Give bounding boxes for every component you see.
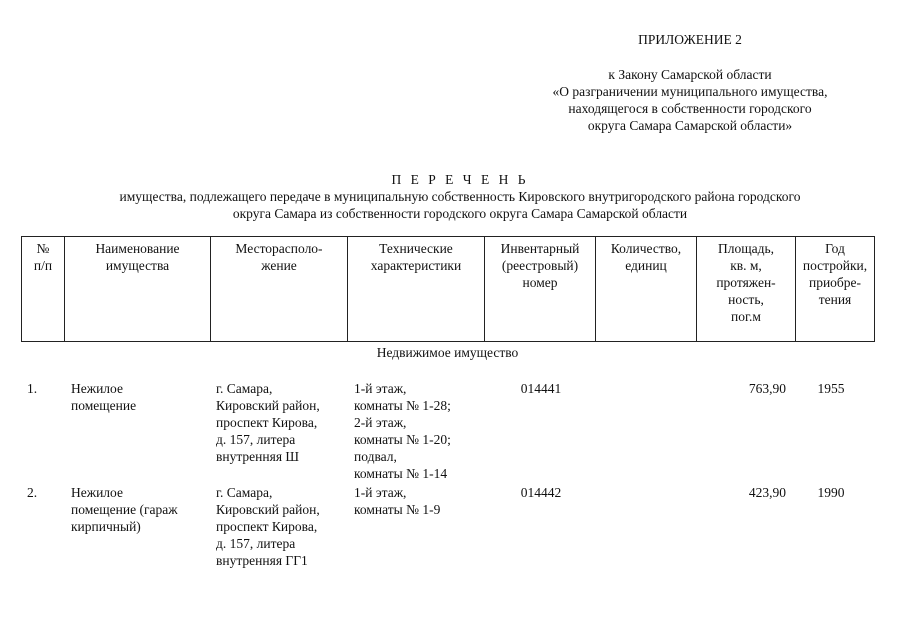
row-inventory: 014441 [520, 381, 562, 396]
cell-line: 1-й этаж, [354, 381, 407, 396]
header-row [22, 237, 875, 342]
subtitle-line: округа Самара из собственности городского округа Самара Самарской области [232, 206, 688, 221]
law-reference-line: «О разграничении муниципального имущества, [552, 84, 828, 99]
column-header-line: характеристики [370, 258, 462, 273]
column-header-line: ность, [728, 292, 764, 307]
column-header-line: приобре- [808, 275, 862, 290]
cell-line: Кировский район, [216, 502, 320, 517]
table-header [21, 236, 875, 342]
column-header-line: Количество, [610, 241, 682, 256]
row-tech [354, 484, 484, 518]
cell-line: г. Самара, [216, 381, 273, 396]
table-row [21, 380, 874, 490]
cell-line: проспект Кирова, [216, 415, 318, 430]
subtitle-line: имущества, подлежащего передаче в муниципальную собственность Кировского внутригородского района городского [119, 189, 801, 204]
row-number: 1. [27, 381, 38, 396]
law-reference-line: к Закону Самарской области [608, 67, 772, 82]
column-header-line: п/п [33, 258, 53, 273]
column-header-line: Технические [379, 241, 453, 256]
column-header-line: Площадь, [717, 241, 775, 256]
column-header-year [796, 237, 875, 342]
row-area: 423,90 [748, 485, 786, 500]
row-name [71, 380, 211, 414]
appendix-label: ПРИЛОЖЕНИЕ 2 [638, 32, 742, 47]
table-row [21, 484, 874, 594]
column-header-line: жение [261, 258, 297, 273]
column-header-line: пог.м [731, 309, 761, 324]
cell-line: 2-й этаж, [354, 415, 407, 430]
section-heading: Недвижимое имущество [376, 345, 519, 360]
cell-line: подвал, [354, 449, 397, 464]
law-reference-line: округа Самара Самарской области» [587, 118, 793, 133]
row-tech [354, 380, 484, 482]
cell-line: Нежилое [71, 381, 123, 396]
law-reference-line: находящегося в собственности городского [568, 101, 812, 116]
cell-line: Кировский район, [216, 398, 320, 413]
row-year: 1955 [817, 381, 845, 396]
column-header-line: кв. м, [730, 258, 762, 273]
column-header-area [697, 237, 796, 342]
column-header-tech [348, 237, 485, 342]
column-header-inventory [485, 237, 596, 342]
cell-line: комнаты № 1-14 [354, 466, 448, 481]
cell-line: проспект Кирова, [216, 519, 318, 534]
column-header-line: Наименование [95, 241, 180, 256]
column-header-line: протяжен- [716, 275, 776, 290]
column-header-quantity [596, 237, 697, 342]
column-header-line: номер [522, 275, 558, 290]
cell-line: помещение (гараж [71, 502, 178, 517]
column-header-line: (реестровый) [501, 258, 579, 273]
row-year: 1990 [817, 485, 845, 500]
cell-line: д. 157, литера [216, 432, 296, 447]
column-header-location [211, 237, 348, 342]
law-reference [500, 66, 880, 134]
column-header-line: постройки, [802, 258, 868, 273]
column-header-line: Инвентарный [500, 241, 580, 256]
cell-line: д. 157, литера [216, 536, 296, 551]
cell-line: комнаты № 1-20; [354, 432, 451, 447]
cell-line: помещение [71, 398, 137, 413]
cell-line: внутренняя Ш [216, 449, 300, 464]
row-number: 2. [27, 485, 38, 500]
column-header-number [22, 237, 65, 342]
cell-line: Нежилое [71, 485, 123, 500]
row-inventory: 014442 [520, 485, 562, 500]
document-title: П Е Р Е Ч Е Н Ь [391, 172, 529, 187]
column-header-line: Месторасполо- [235, 241, 323, 256]
cell-line: комнаты № 1-9 [354, 502, 441, 517]
row-area: 763,90 [748, 381, 786, 396]
column-header-line: имущества [105, 258, 170, 273]
column-header-line: Год [825, 241, 845, 256]
column-header-line: тения [818, 292, 852, 307]
cell-line: 1-й этаж, [354, 485, 407, 500]
cell-line: г. Самара, [216, 485, 273, 500]
column-header-line: единиц [625, 258, 667, 273]
cell-line: комнаты № 1-28; [354, 398, 451, 413]
row-location [216, 484, 346, 569]
column-header-line: № [36, 241, 50, 256]
cell-line: внутренняя ГГ1 [216, 553, 308, 568]
document-subtitle [40, 188, 880, 222]
cell-line: кирпичный) [71, 519, 141, 534]
row-name [71, 484, 211, 535]
row-location [216, 380, 346, 465]
column-header-name [65, 237, 211, 342]
